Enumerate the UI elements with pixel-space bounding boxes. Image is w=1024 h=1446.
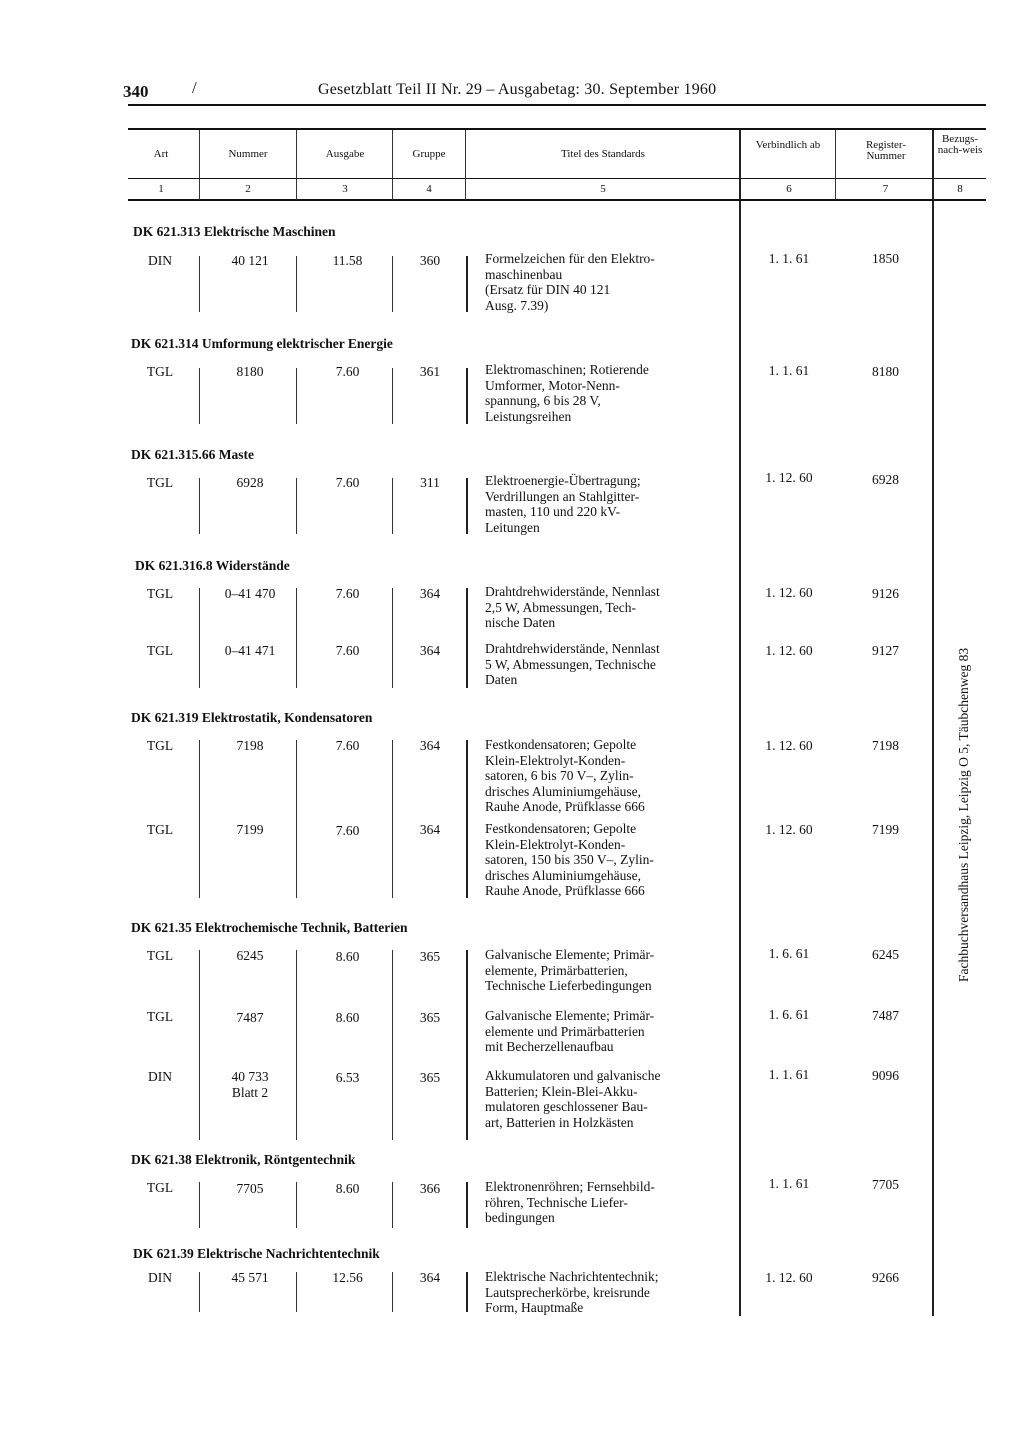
cell-ausgabe: 7.60 (335, 364, 360, 379)
cell-ausgabe: 7.60 (335, 738, 360, 753)
header-divider (465, 130, 466, 200)
cell-ausgabe: 12.56 (332, 1270, 363, 1285)
cell-register: 8180 (872, 364, 899, 379)
col-header-ausgabe: Ausgabe (325, 148, 365, 160)
header-divider (199, 130, 200, 200)
cell-verbindlich: 1. 1. 61 (768, 363, 810, 378)
page-number: 340 (123, 82, 149, 101)
row-divider (296, 950, 297, 1140)
cell-verbindlich: 1. 12. 60 (765, 470, 813, 485)
cell-ausgabe: 7.60 (335, 823, 360, 838)
cell-nummer: 45 571 (231, 1270, 269, 1285)
cell-titel: Galvanische Elemente; Primär- elemente und Primärbatterien mit Becherzellenaufbau (485, 1008, 655, 1054)
row-divider (296, 256, 297, 312)
cell-nummer: 40 121 (231, 253, 269, 268)
row-divider (296, 1182, 297, 1228)
cell-register: 9096 (872, 1068, 899, 1083)
col-header-titel: Titel des Standards (561, 148, 645, 160)
cell-register: 7705 (872, 1177, 899, 1192)
cell-gruppe: 364 (419, 586, 441, 601)
col-number-2: 2 (245, 183, 251, 195)
cell-verbindlich: 1. 12. 60 (765, 738, 813, 753)
cell-art: TGL (146, 475, 174, 490)
cell-nummer: 6928 (236, 475, 264, 490)
page-title: Gesetzblatt Teil II Nr. 29 – Ausgabetag: 30. September 1960 (318, 81, 717, 98)
row-divider (466, 740, 468, 898)
cell-ausgabe: 6.53 (335, 1070, 360, 1085)
cell-nummer: 0–41 470 (224, 586, 276, 601)
cell-ausgabe: 7.60 (335, 643, 360, 658)
section-heading: DK 621.313 Elektrische Maschinen (133, 224, 336, 239)
cell-nummer: 7705 (236, 1181, 264, 1196)
cell-verbindlich: 1. 6. 61 (768, 1007, 810, 1022)
cell-ausgabe: 8.60 (335, 949, 360, 964)
cell-register: 7199 (872, 822, 899, 837)
cell-register: 7487 (872, 1008, 899, 1023)
column-divider (739, 201, 741, 1316)
cell-register: 6245 (872, 947, 899, 962)
row-divider (392, 588, 393, 688)
cell-nummer: 8180 (236, 364, 264, 379)
row-divider (392, 478, 393, 534)
cell-register: 9127 (872, 643, 899, 658)
row-divider (199, 478, 200, 534)
col-number-7: 7 (882, 183, 889, 195)
cell-titel: Elektrische Nachrichtentechnik; Lautsprecherkörbe, kreisrunde Form, Hauptmaße (485, 1269, 659, 1315)
cell-register: 9126 (872, 586, 899, 601)
cell-art: TGL (146, 1180, 174, 1195)
cell-gruppe: 361 (419, 364, 441, 379)
row-divider (466, 588, 468, 688)
header-rule (128, 104, 986, 106)
cell-nummer: 7199 (236, 822, 264, 837)
col-header-bezug: Bezugs-nach-weis (937, 133, 983, 156)
row-divider (392, 950, 393, 1140)
row-divider (296, 368, 297, 424)
row-divider (466, 1182, 468, 1228)
section-heading: DK 621.35 Elektrochemische Technik, Batterien (131, 920, 408, 935)
row-divider (296, 478, 297, 534)
row-divider (466, 256, 468, 312)
cell-gruppe: 364 (419, 738, 441, 753)
section-heading: DK 621.38 Elektronik, Röntgentechnik (131, 1152, 356, 1167)
cell-art: TGL (146, 586, 174, 601)
col-number-8: 8 (957, 183, 963, 195)
header-divider (835, 130, 836, 200)
cell-register: 9266 (872, 1270, 899, 1285)
cell-gruppe: 364 (419, 1270, 441, 1285)
cell-ausgabe: 7.60 (335, 475, 360, 490)
cell-gruppe: 365 (419, 949, 441, 964)
cell-gruppe: 360 (419, 253, 441, 268)
publisher-side-note: Fachbuchversandhaus Leipzig, Leipzig O 5, Täubchenweg 83 (956, 647, 971, 982)
row-divider (199, 256, 200, 312)
col-header-gruppe: Gruppe (412, 148, 446, 160)
row-divider (392, 1182, 393, 1228)
col-header-nummer: Nummer (228, 148, 268, 160)
row-divider (296, 740, 297, 898)
header-divider (932, 130, 934, 200)
cell-titel: Drahtdrehwiderstände, Nennlast 5 W, Abmessungen, Technische Daten (485, 641, 660, 687)
section-heading: DK 621.315.66 Maste (131, 447, 254, 462)
cell-gruppe: 366 (419, 1181, 441, 1196)
cell-art: TGL (146, 948, 174, 963)
row-divider (199, 950, 200, 1140)
cell-art: TGL (146, 643, 174, 658)
row-divider (296, 588, 297, 688)
cell-verbindlich: 1. 1. 61 (768, 1067, 810, 1082)
col-number-3: 3 (342, 183, 348, 195)
row-divider (392, 740, 393, 898)
cell-art: DIN (148, 253, 172, 268)
section-heading: DK 621.319 Elektrostatik, Kondensatoren (131, 710, 373, 725)
header-divider (296, 130, 297, 200)
cell-gruppe: 364 (419, 643, 441, 658)
row-divider (466, 950, 468, 1140)
row-divider (199, 1182, 200, 1228)
cell-verbindlich: 1. 12. 60 (765, 585, 813, 600)
row-divider (392, 256, 393, 312)
col-header-verbindlich: Verbindlich ab (755, 139, 821, 151)
cell-art: TGL (146, 1009, 174, 1024)
cell-register: 1850 (872, 251, 899, 266)
cell-titel: Galvanische Elemente; Primär- elemente, Primärbatterien, Technische Lieferbedingungen (485, 947, 655, 993)
cell-art: TGL (146, 822, 174, 837)
cell-gruppe: 364 (419, 822, 441, 837)
cell-ausgabe: 11.58 (332, 253, 363, 268)
cell-titel: Elektroenergie-Übertragung; Verdrillungen an Stahlgitter- masten, 110 und 220 kV- Leitungen (485, 473, 641, 535)
cell-art: DIN (148, 1069, 172, 1084)
col-header-art: Art (153, 148, 169, 160)
cell-verbindlich: 1. 12. 60 (765, 643, 813, 658)
cell-verbindlich: 1. 6. 61 (768, 946, 810, 961)
row-divider (466, 1272, 468, 1312)
col-number-1: 1 (158, 183, 164, 195)
cell-gruppe: 311 (420, 475, 440, 490)
cell-ausgabe: 7.60 (335, 586, 360, 601)
cell-ausgabe: 8.60 (335, 1010, 360, 1025)
cell-titel: Akkumulatoren und galvanische Batterien; Klein-Blei-Akku- mulatoren geschlossener Bau- art, Batterien in Holzkästen (485, 1068, 661, 1130)
row-divider (199, 740, 200, 898)
row-divider (466, 368, 468, 424)
column-number-rule (128, 199, 986, 201)
cell-titel: Festkondensatoren; Gepolte Klein-Elektrolyt-Konden- satoren, 150 bis 350 V–, Zylin- drisches Aluminiumgehäuse, Rauhe Anode, Prüfklasse 666 (485, 821, 654, 898)
row-divider (199, 588, 200, 688)
cell-titel: Elektronenröhren; Fernsehbild- röhren, Technische Liefer- bedingungen (485, 1179, 655, 1225)
cell-art: TGL (146, 738, 174, 753)
header-divider (392, 130, 393, 200)
cell-nummer: 7198 (236, 738, 264, 753)
column-header-rule (128, 178, 986, 179)
cell-nummer: 7487 (236, 1010, 264, 1025)
row-divider (466, 478, 468, 534)
col-number-4: 4 (426, 183, 432, 195)
cell-verbindlich: 1. 1. 61 (768, 1176, 810, 1191)
row-divider (392, 1272, 393, 1312)
cell-ausgabe: 8.60 (335, 1181, 360, 1196)
cell-titel: Formelzeichen für den Elektro- maschinenbau (Ersatz für DIN 40 121 Ausg. 7.39) (485, 251, 655, 313)
pen-mark: / (192, 78, 197, 97)
row-divider (392, 368, 393, 424)
table-top-rule (128, 128, 986, 130)
cell-verbindlich: 1. 1. 61 (768, 251, 810, 266)
cell-gruppe: 365 (419, 1070, 441, 1085)
col-number-6: 6 (786, 183, 792, 195)
col-header-register: Register-Nummer (865, 139, 907, 162)
header-divider (739, 130, 741, 200)
cell-titel: Elektromaschinen; Rotierende Umformer, Motor-Nenn- spannung, 6 bis 28 V, Leistungsreihen (485, 362, 649, 424)
row-divider (199, 1272, 200, 1312)
cell-titel: Drahtdrehwiderstände, Nennlast 2,5 W, Abmessungen, Tech- nische Daten (485, 584, 660, 630)
section-heading: DK 621.316.8 Widerstände (135, 558, 290, 573)
section-heading: DK 621.314 Umformung elektrischer Energie (131, 336, 393, 351)
cell-verbindlich: 1. 12. 60 (765, 1270, 813, 1285)
cell-register: 6928 (872, 472, 899, 487)
cell-art: DIN (148, 1270, 172, 1285)
cell-nummer: 40 733 Blatt 2 (231, 1069, 269, 1100)
cell-verbindlich: 1. 12. 60 (765, 822, 813, 837)
cell-register: 7198 (872, 738, 899, 753)
section-heading: DK 621.39 Elektrische Nachrichtentechnik (133, 1246, 380, 1261)
col-number-5: 5 (600, 183, 606, 195)
cell-art: TGL (146, 364, 174, 379)
cell-gruppe: 365 (419, 1010, 441, 1025)
cell-nummer: 0–41 471 (224, 643, 276, 658)
row-divider (199, 368, 200, 424)
row-divider (296, 1272, 297, 1312)
cell-titel: Festkondensatoren; Gepolte Klein-Elektrolyt-Konden- satoren, 6 bis 70 V–, Zylin- drisches Aluminiumgehäuse, Rauhe Anode, Prüfklasse 666 (485, 737, 645, 814)
cell-nummer: 6245 (236, 948, 264, 963)
